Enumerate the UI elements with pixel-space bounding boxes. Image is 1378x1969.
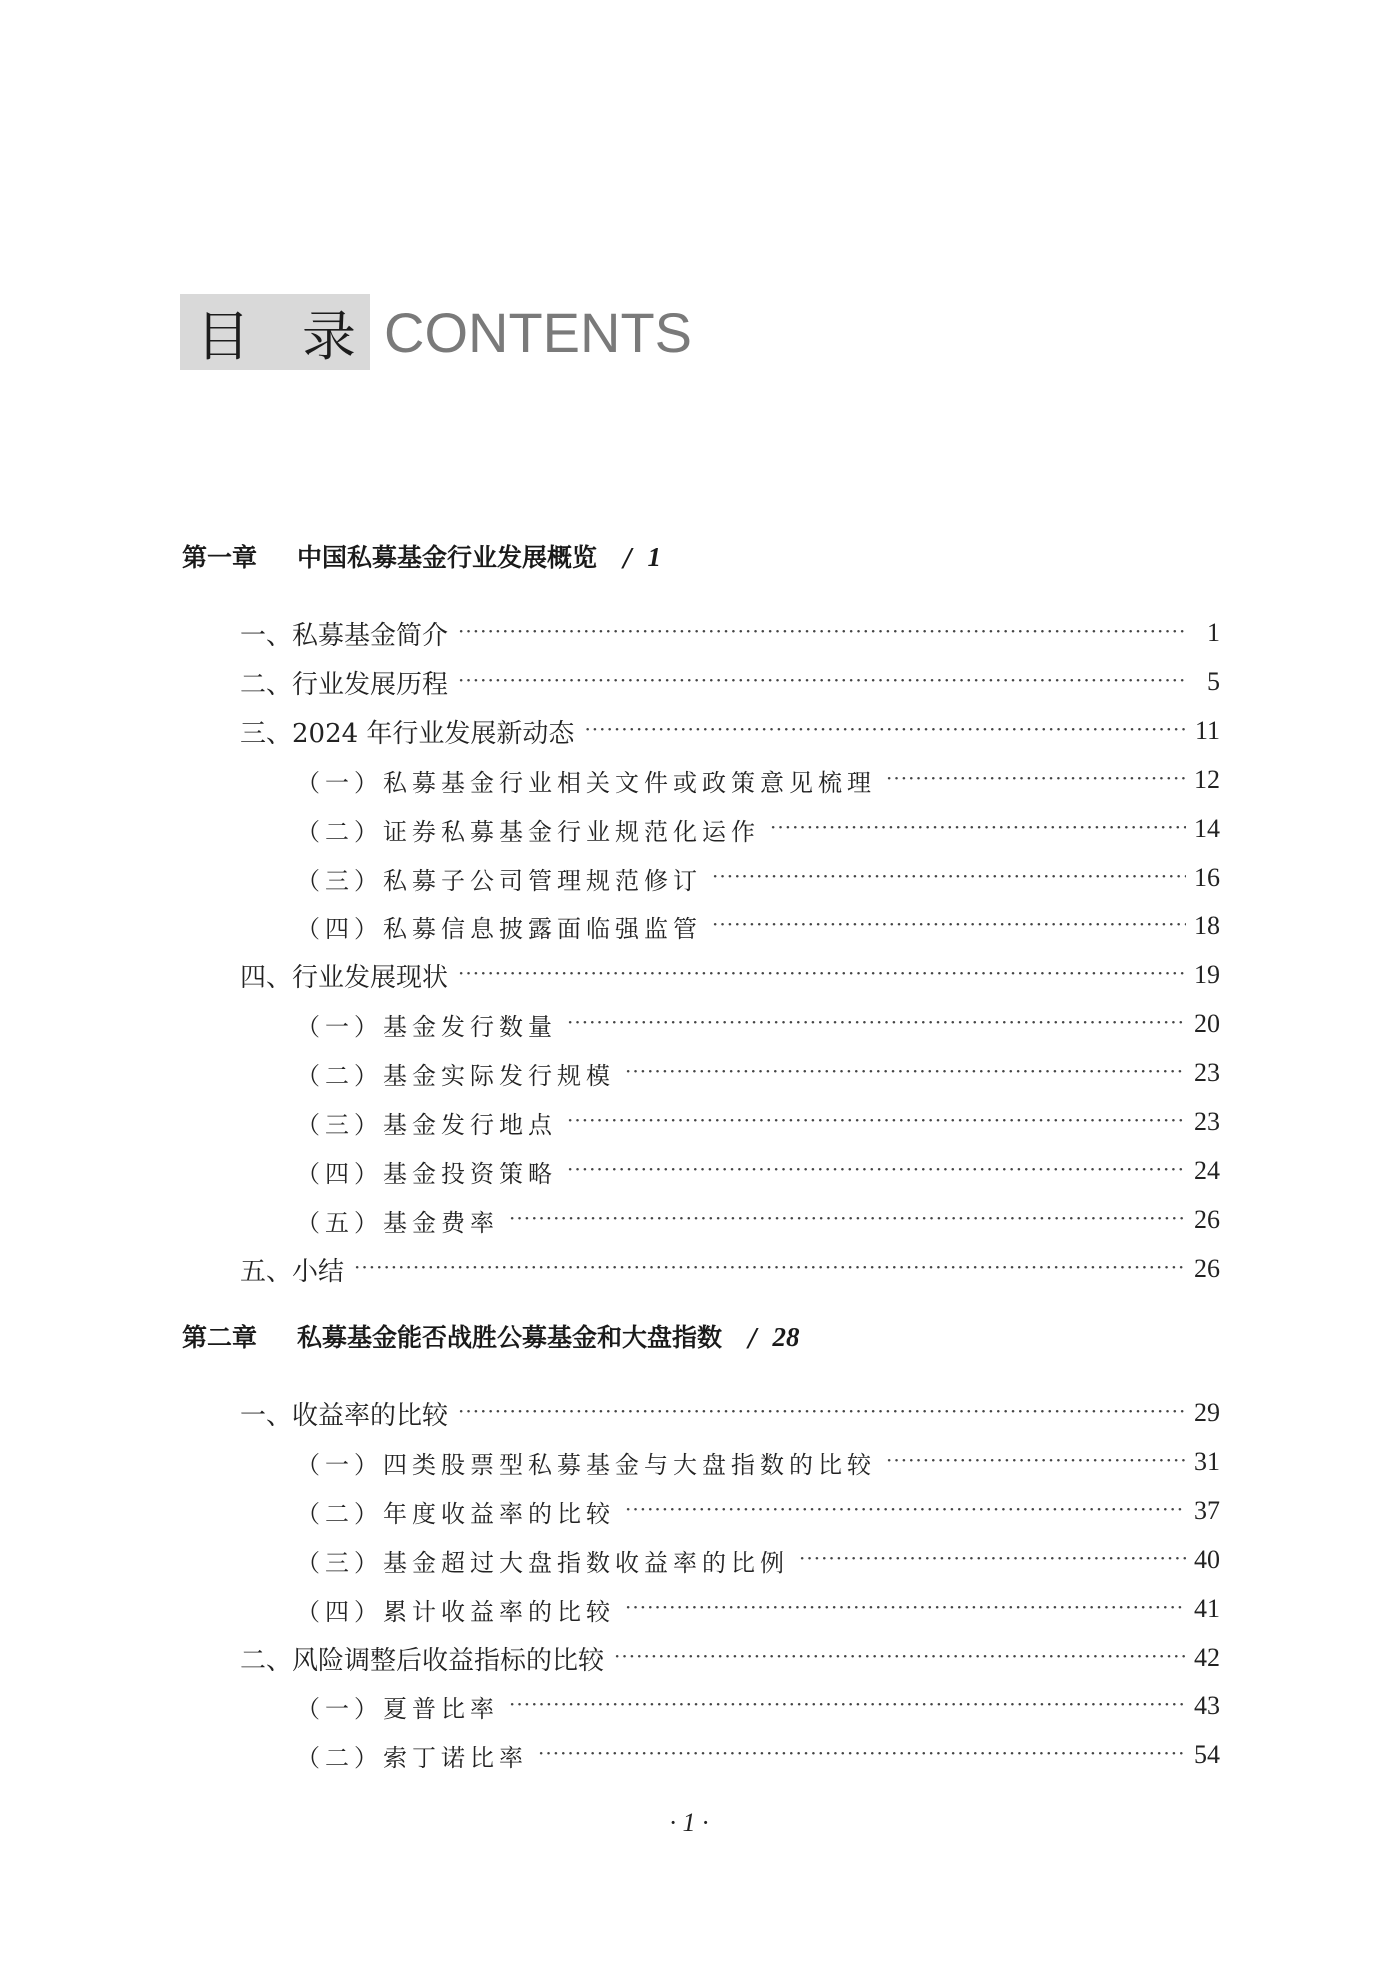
toc-leader-dots (458, 961, 1186, 985)
toc-leader-dots (584, 717, 1187, 741)
toc-entry-page-number: 14 (1194, 814, 1220, 843)
toc-leader-dots (770, 815, 1186, 839)
toc-entry-title: （二）基金实际发行规模 (296, 1061, 615, 1090)
toc-entry-page-number: 12 (1194, 765, 1220, 794)
toc-leader-dots (509, 1692, 1186, 1716)
toc-entry-page-number: 54 (1194, 1740, 1220, 1769)
toc-entry-page-number: 26 (1194, 1205, 1220, 1234)
toc-entry-page-number: 1 (1207, 618, 1220, 647)
toc-entry-page-number: 31 (1194, 1447, 1220, 1476)
toc-entry-page-number: 20 (1194, 1009, 1220, 1038)
toc-subsection-entry[interactable] (296, 762, 1220, 798)
toc-subsection-entry[interactable] (296, 1153, 1220, 1189)
chapter-heading[interactable] (182, 1318, 799, 1354)
toc-leader-dots (567, 1157, 1186, 1181)
chapter-label: 第一章 (182, 543, 258, 572)
toc-entry-page-number: 29 (1194, 1398, 1220, 1427)
toc-leader-dots (567, 1108, 1186, 1132)
toc-subsection-entry[interactable] (296, 811, 1220, 847)
toc-entry-title: （四）累计收益率的比较 (296, 1597, 615, 1626)
toc-section-entry[interactable] (240, 1251, 1220, 1287)
chapter-title: 中国私募基金行业发展概览 (297, 543, 598, 572)
toc-leader-dots (538, 1741, 1186, 1765)
toc-heading-zh-left: 目 (196, 304, 250, 368)
toc-leader-dots (458, 619, 1188, 643)
toc-section-entry[interactable] (240, 713, 1220, 749)
toc-entry-page-number: 5 (1207, 667, 1220, 696)
toc-entry-title: （一）基金发行数量 (296, 1012, 557, 1041)
toc-entry-title: 二、风险调整后收益指标的比较 (240, 1645, 605, 1676)
toc-subsection-entry[interactable] (296, 1104, 1220, 1140)
toc-entry-title: 三、2024 年行业发展新动态 (240, 718, 575, 749)
chapter-separator: / (623, 543, 632, 572)
toc-subsection-entry[interactable] (296, 1737, 1220, 1773)
toc-leader-dots (625, 1497, 1186, 1521)
toc-leader-dots (567, 1010, 1186, 1034)
toc-entry-title: （一）私募基金行业相关文件或政策意见梳理 (296, 768, 876, 797)
toc-subsection-entry[interactable] (296, 860, 1220, 896)
toc-entry-page-number: 37 (1194, 1496, 1220, 1525)
toc-leader-dots (509, 1206, 1186, 1230)
toc-entry-page-number: 23 (1194, 1107, 1220, 1136)
toc-leader-dots (458, 668, 1188, 692)
toc-entry-title: 一、私募基金简介 (240, 620, 449, 651)
toc-section-entry[interactable] (240, 1640, 1220, 1676)
toc-subsection-entry[interactable] (296, 1055, 1220, 1091)
toc-leader-dots (625, 1595, 1186, 1619)
toc-entry-page-number: 43 (1194, 1691, 1220, 1720)
toc-section-entry[interactable] (240, 957, 1220, 993)
toc-leader-dots (712, 912, 1186, 936)
page-number: · 1 · (669, 1808, 709, 1837)
toc-leader-dots (614, 1644, 1186, 1668)
toc-entry-title: （二）证券私募基金行业规范化运作 (296, 817, 760, 846)
toc-entry-title: 二、行业发展历程 (240, 669, 449, 700)
toc-entry-title: （二）索丁诺比率 (296, 1743, 528, 1772)
toc-entry-title: （五）基金费率 (296, 1208, 499, 1237)
toc-leader-dots (799, 1546, 1186, 1570)
toc-entry-page-number: 42 (1194, 1643, 1220, 1672)
toc-leader-dots (712, 864, 1186, 888)
toc-entry-page-number: 41 (1194, 1594, 1220, 1623)
toc-leader-dots (354, 1255, 1186, 1279)
toc-section-entry[interactable] (240, 664, 1220, 700)
chapter-page-number: 1 (647, 542, 661, 572)
toc-subsection-entry[interactable] (296, 1688, 1220, 1724)
toc-subsection-entry[interactable] (296, 1202, 1220, 1238)
toc-entry-title: （四）私募信息披露面临强监管 (296, 914, 702, 943)
chapter-label: 第二章 (182, 1323, 258, 1352)
toc-heading-en: CONTENTS (384, 300, 692, 364)
toc-entry-title: （二）年度收益率的比较 (296, 1499, 615, 1528)
toc-leader-dots (886, 1448, 1186, 1472)
toc-section-entry[interactable] (240, 615, 1220, 651)
toc-entry-title: 四、行业发展现状 (240, 962, 449, 993)
chapter-heading[interactable] (182, 538, 661, 574)
toc-entry-page-number: 40 (1194, 1545, 1220, 1574)
toc-entry-page-number: 19 (1194, 960, 1220, 989)
toc-section-entry[interactable] (240, 1395, 1220, 1431)
toc-entry-title: （三）私募子公司管理规范修订 (296, 866, 702, 895)
toc-heading (180, 294, 692, 370)
toc-heading-zh-right: 录 (302, 304, 356, 368)
toc-leader-dots (458, 1399, 1186, 1423)
toc-entry-title: （一）四类股票型私募基金与大盘指数的比较 (296, 1450, 876, 1479)
chapter-title: 私募基金能否战胜公募基金和大盘指数 (297, 1323, 723, 1352)
toc-entry-page-number: 23 (1194, 1058, 1220, 1087)
toc-subsection-entry[interactable] (296, 1542, 1220, 1578)
toc-leader-dots (625, 1059, 1186, 1083)
toc-subsection-entry[interactable] (296, 1493, 1220, 1529)
toc-entry-page-number: 24 (1194, 1156, 1220, 1185)
chapter-page-number: 28 (772, 1322, 800, 1352)
toc-entry-page-number: 18 (1194, 911, 1220, 940)
toc-entry-title: （一）夏普比率 (296, 1694, 499, 1723)
chapter-separator: / (748, 1323, 757, 1352)
toc-entry-title: 五、小结 (240, 1256, 345, 1287)
toc-entry-title: （四）基金投资策略 (296, 1159, 557, 1188)
toc-subsection-entry[interactable] (296, 908, 1220, 944)
toc-entry-title: 一、收益率的比较 (240, 1400, 449, 1431)
toc-leader-dots (886, 766, 1186, 790)
toc-entry-title: （三）基金超过大盘指数收益率的比例 (296, 1548, 789, 1577)
toc-entry-title: （三）基金发行地点 (296, 1110, 557, 1139)
toc-heading-box (180, 294, 370, 370)
toc-entry-page-number: 16 (1194, 863, 1220, 892)
toc-subsection-entry[interactable] (296, 1591, 1220, 1627)
toc-entry-page-number: 11 (1194, 716, 1220, 745)
toc-subsection-entry[interactable] (296, 1006, 1220, 1042)
toc-entry-page-number: 26 (1194, 1254, 1220, 1283)
toc-subsection-entry[interactable] (296, 1444, 1220, 1480)
